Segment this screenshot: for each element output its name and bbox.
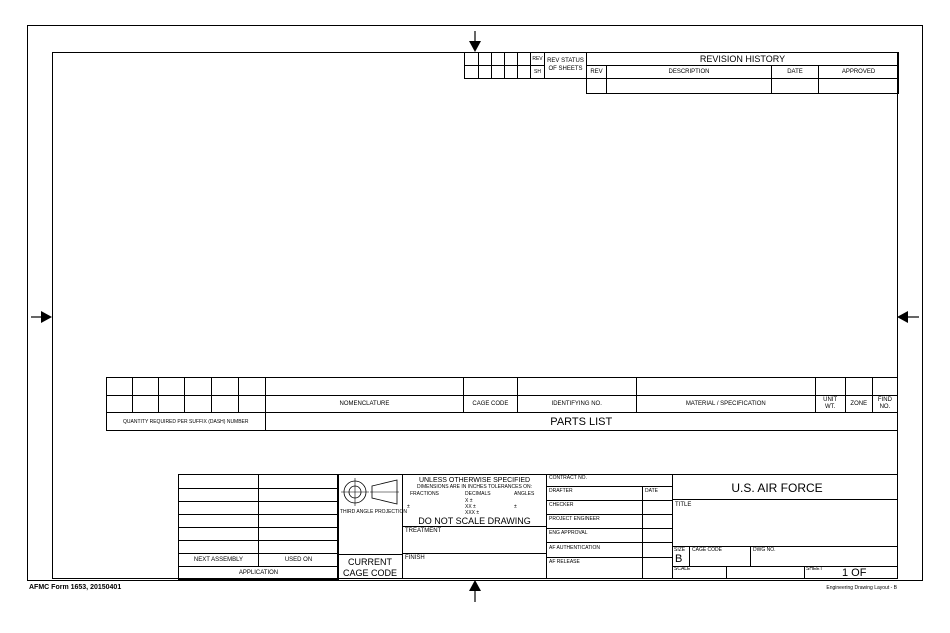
decimal-xx-tolerance: XX ± <box>465 504 476 510</box>
sheet-label: SHEET <box>806 566 823 572</box>
treatment-label: TREATMENT <box>405 528 442 534</box>
find-no-line1: FIND <box>877 397 892 404</box>
parts-qty-cell[interactable] <box>159 378 185 396</box>
projection-divider <box>337 554 403 555</box>
agency-name: U.S. AIR FORCE <box>731 481 823 495</box>
parts-list-table <box>106 377 898 431</box>
parts-qty-cell[interactable] <box>159 396 185 413</box>
parts-find-cell[interactable] <box>872 378 897 396</box>
scale-label: SCALE <box>674 566 691 572</box>
angles-label: ANGLES <box>514 491 535 497</box>
parts-list-title: PARTS LIST <box>265 413 897 431</box>
rev-label: REV <box>531 53 545 66</box>
top-center-arrow-icon <box>468 31 482 53</box>
right-center-arrow-icon <box>897 310 919 324</box>
application-cell[interactable] <box>179 475 259 489</box>
layout-name: Engineering Drawing Layout - B <box>826 585 897 591</box>
parts-col-unit-wt <box>815 396 845 413</box>
current-cage-code-line1: CURRENT <box>348 557 392 567</box>
parts-qty-cell[interactable] <box>239 396 265 413</box>
approval-row-line <box>546 557 673 558</box>
application-cell[interactable] <box>259 502 339 515</box>
parts-unit-wt-cell[interactable] <box>815 378 845 396</box>
decimal-x-tolerance: X ± <box>465 498 473 504</box>
parts-col-cage-code: CAGE CODE <box>464 396 517 413</box>
current-cage-code-line2: CAGE CODE <box>342 568 397 578</box>
application-cell[interactable] <box>179 489 259 502</box>
parts-nomenclature-cell[interactable] <box>265 378 464 396</box>
sheet-status-cell[interactable] <box>505 66 518 79</box>
revision-entry-cell[interactable] <box>587 79 607 94</box>
fraction-tolerance: ± <box>407 504 410 510</box>
approval-row-line <box>546 514 673 515</box>
parts-qty-cell[interactable] <box>107 378 133 396</box>
application-cell[interactable] <box>259 541 339 554</box>
application-cell[interactable] <box>259 475 339 489</box>
left-center-arrow-icon <box>31 310 53 324</box>
approval-date-column-line <box>642 486 643 579</box>
rev-status-cell[interactable] <box>505 53 518 66</box>
cage-column-line <box>750 546 751 566</box>
eng-approval-label: ENG APPROVAL <box>549 530 588 536</box>
rev-status-cell[interactable] <box>492 53 505 66</box>
fractions-label: FRACTIONS <box>410 491 439 497</box>
parts-col-zone: ZONE <box>845 396 872 413</box>
parts-qty-cell[interactable] <box>239 378 265 396</box>
sheet-status-cell[interactable] <box>479 66 492 79</box>
application-cell[interactable] <box>179 541 259 554</box>
rev-status-label-line1: REV STATUS <box>547 58 584 65</box>
parts-material-cell[interactable] <box>636 378 815 396</box>
application-cell[interactable] <box>179 502 259 515</box>
application-cell[interactable] <box>179 515 259 528</box>
title-label: TITLE <box>675 502 692 508</box>
revision-col-date: DATE <box>772 66 819 79</box>
parts-qty-cell[interactable] <box>107 396 133 413</box>
bottom-center-arrow-icon <box>468 580 482 602</box>
revision-entry-cell[interactable] <box>819 79 899 94</box>
parts-qty-cell[interactable] <box>185 378 212 396</box>
finish-label: FINISH <box>405 555 425 561</box>
approval-row-line <box>546 500 673 501</box>
application-cell[interactable] <box>179 528 259 541</box>
parts-col-identifying-no: IDENTIFYING NO. <box>517 396 636 413</box>
size-column-line <box>689 546 690 566</box>
parts-cage-cell[interactable] <box>464 378 517 396</box>
form-id: AFMC Form 1653, 20150401 <box>29 584 122 591</box>
used-on-label: USED ON <box>259 554 339 567</box>
parts-identifying-cell[interactable] <box>517 378 636 396</box>
revision-entry-cell[interactable] <box>607 79 772 94</box>
find-no-line2: NO. <box>879 404 891 410</box>
decimals-label: DECIMALS <box>465 491 491 497</box>
application-cell[interactable] <box>259 515 339 528</box>
revision-history-title: REVISION HISTORY <box>587 53 899 66</box>
cage-code-label: CAGE CODE <box>692 547 723 553</box>
revision-history-table <box>586 52 899 94</box>
revision-col-rev: REV <box>587 66 607 79</box>
unless-otherwise-specified: UNLESS OTHERWISE SPECIFIED <box>418 477 531 484</box>
parts-qty-cell[interactable] <box>185 396 212 413</box>
size-value: B <box>675 553 683 565</box>
parts-qty-cell[interactable] <box>212 396 239 413</box>
revision-status-table <box>464 52 587 79</box>
next-assembly-label: NEXT ASSEMBLY <box>179 554 259 567</box>
project-engineer-label: PROJECT ENGINEER <box>549 516 600 522</box>
decimal-xxx-tolerance: XXX ± <box>465 510 480 516</box>
sheet-status-cell[interactable] <box>518 66 531 79</box>
approval-row-line <box>546 542 673 543</box>
contract-no-label: CONTRACT NO. <box>549 475 587 481</box>
rev-status-cell[interactable] <box>465 53 479 66</box>
parts-col-material: MATERIAL / SPECIFICATION <box>636 396 815 413</box>
sheet-status-cell[interactable] <box>492 66 505 79</box>
scale-column-line <box>726 566 727 579</box>
application-table <box>178 474 339 580</box>
revision-entry-cell[interactable] <box>772 79 819 94</box>
af-authentication-label: AF AUTHENTICATION <box>549 545 601 551</box>
parts-col-nomenclature: NOMENCLATURE <box>265 396 464 413</box>
application-cell[interactable] <box>259 528 339 541</box>
finish-divider <box>402 553 547 554</box>
parts-qty-cell[interactable] <box>133 378 159 396</box>
dimensions-in-inches: DIMENSIONS ARE IN INCHES TOLERANCES ON: <box>416 484 533 490</box>
approval-row-line <box>546 528 673 529</box>
unit-wt-line2: WT. <box>824 404 836 410</box>
rev-status-cell[interactable] <box>518 53 531 66</box>
sheet-value: 1 OF <box>842 567 867 579</box>
checker-label: CHECKER <box>549 502 574 508</box>
sheet-column-line <box>804 566 805 579</box>
size-label: SIZE <box>674 547 686 553</box>
angle-tolerance: ± <box>514 504 517 510</box>
dwg-no-label: DWG NO. <box>753 547 776 553</box>
drafter-label: DRAFTER <box>549 488 573 494</box>
af-release-label: AF RELEASE <box>549 559 580 565</box>
title-divider <box>672 499 898 500</box>
rev-status-cell[interactable] <box>479 53 492 66</box>
treatment-divider <box>402 526 547 527</box>
do-not-scale-drawing: DO NOT SCALE DRAWING <box>418 516 531 526</box>
third-angle-projection-icon <box>340 478 400 508</box>
rev-status-label-line2: OF SHEETS <box>548 65 583 72</box>
application-label: APPLICATION <box>179 567 339 580</box>
revision-col-approved: APPROVED <box>819 66 899 79</box>
parts-zone-cell[interactable] <box>845 378 872 396</box>
sheet-status-cell[interactable] <box>465 66 479 79</box>
application-cell[interactable] <box>259 489 339 502</box>
revision-col-description: DESCRIPTION <box>607 66 772 79</box>
parts-qty-cell[interactable] <box>133 396 159 413</box>
approval-row-line <box>546 486 673 487</box>
sh-label: SH <box>531 66 545 79</box>
unit-wt-line1: UNIT <box>823 397 838 404</box>
parts-qty-cell[interactable] <box>212 378 239 396</box>
approval-date-label: DATE <box>645 488 658 494</box>
parts-col-find-no <box>872 396 897 413</box>
rev-status-label <box>545 53 587 79</box>
quantity-required-label: QUANTITY REQUIRED PER SUFFIX (DASH) NUMBER <box>107 413 266 431</box>
third-angle-projection-label: THIRD ANGLE PROJECTION <box>340 509 407 515</box>
